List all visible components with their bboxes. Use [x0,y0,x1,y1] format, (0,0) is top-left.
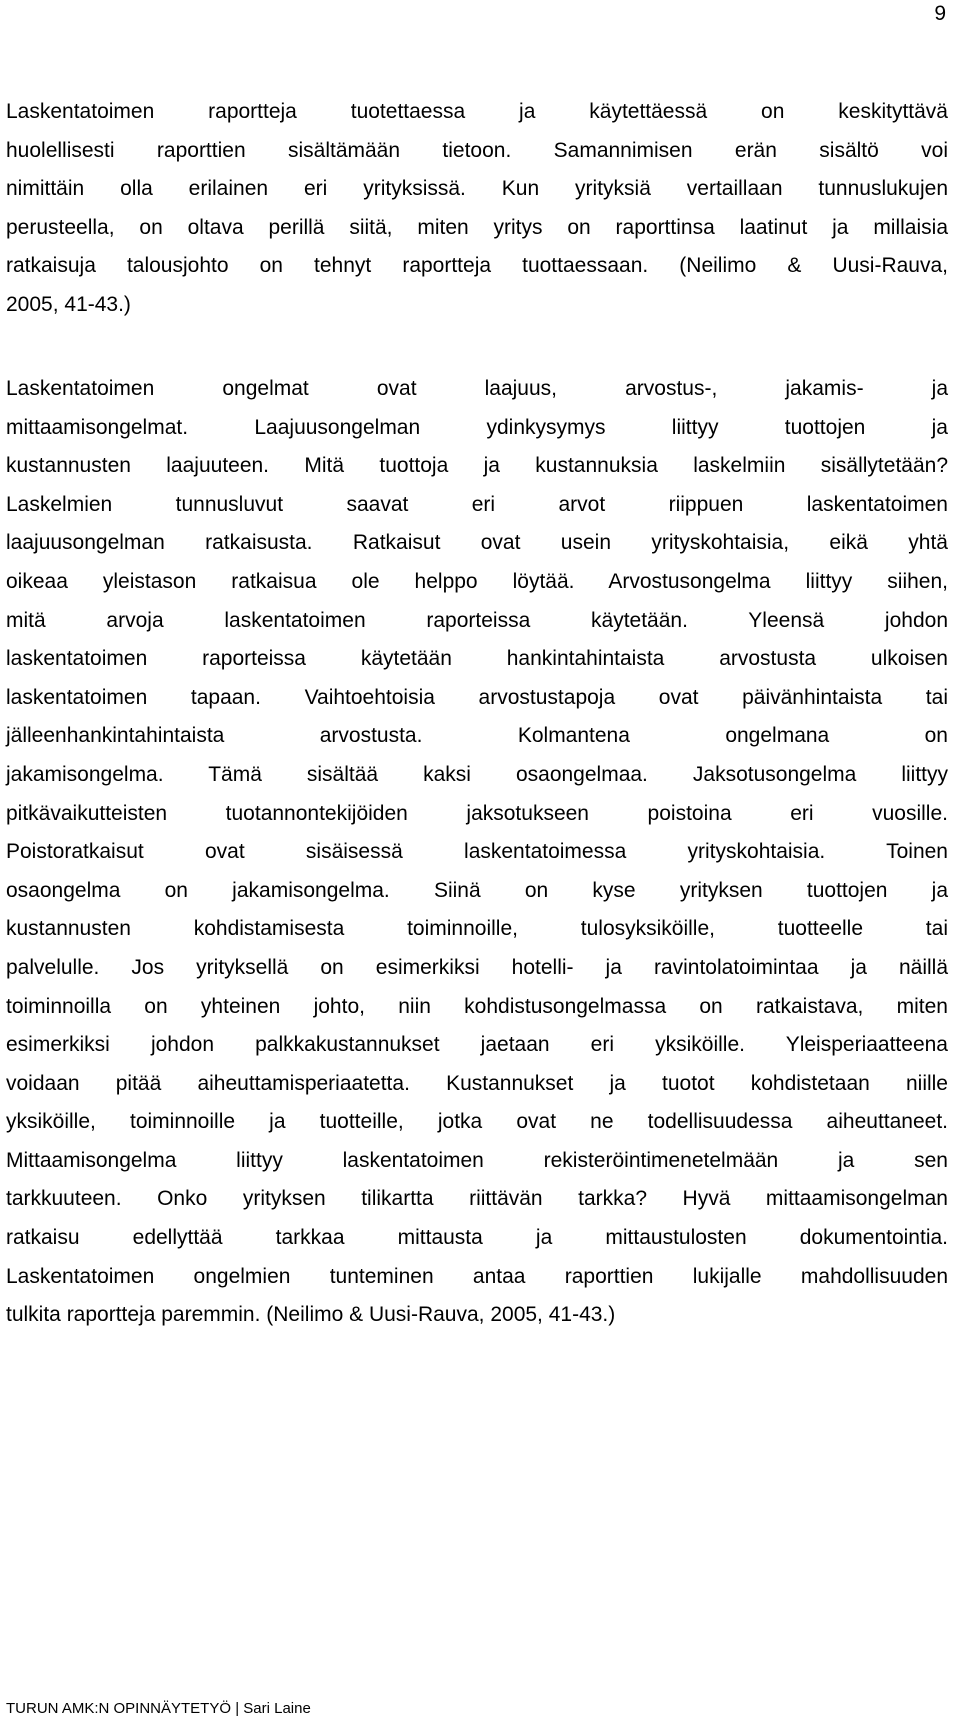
text-line: yksiköille, toiminnoille ja tuotteille, jotka ovat ne todellisuudessa aiheuttaneet. [6,1110,948,1134]
text-line: Laskentatoimen ongelmat ovat laajuus, arvostus-, jakamis- ja [6,377,948,400]
text-line: oikeaa yleistason ratkaisua ole helppo löytää. Arvostusongelma liittyy siihen, [6,569,948,593]
text-line: Laskentatoimen ongelmien tunteminen antaa raporttien lukijalle mahdollisuuden [6,1264,948,1288]
text-line: Laskentatoimen raportteja tuotettaessa ja käytettäessä on keskityttävä [6,100,948,123]
text-line: laskentatoimen raporteissa käytetään hankintahintaista arvostusta ulkoisen [6,647,948,671]
text-line: voidaan pitää aiheuttamisperiaatetta. Kustannukset ja tuotot kohdistetaan niille [6,1071,948,1095]
text-line: jälleenhankintahintaista arvostusta. Kolmantena ongelmana on [6,724,948,748]
text-line: tarkkuuteen. Onko yrityksen tilikartta riittävän tarkka? Hyvä mittaamisongelman [6,1187,948,1211]
page-number: 9 [934,2,946,25]
text-line: Laskelmien tunnusluvut saavat eri arvot riippuen laskentatoimen [6,492,948,516]
text-line: kustannusten laajuuteen. Mitä tuottoja ja kustannuksia laskelmiin sisällytetään? [6,454,948,478]
paragraph-1-text [6,93,948,325]
text-line: pitkävaikutteisten tuotannontekijöiden jaksotukseen poistoina eri vuosille. [6,801,948,825]
text-line: osaongelma on jakamisongelma. Siinä on kyse yrityksen tuottojen ja [6,878,948,902]
text-line: esimerkiksi johdon palkkakustannukset jaetaan eri yksiköille. Yleisperiaatteena [6,1033,948,1057]
text-line: Mittaamisongelma liittyy laskentatoimen rekisteröintimenetelmään ja sen [6,1148,948,1172]
text-line: toiminnoilla on yhteinen johto, niin kohdistusongelmassa on ratkaistava, miten [6,994,948,1018]
text-line: tulkita raportteja paremmin. (Neilimo & Uusi-Rauva, 2005, 41-43.) [6,1303,616,1327]
text-line: ratkaisuja talousjohto on tehnyt raportteja tuottaessaan. (Neilimo & Uusi-Rauva, [6,254,948,278]
paragraph-2-text [6,370,948,1335]
text-line: mittaamisongelmat. Laajuusongelman ydinkysymys liittyy tuottojen ja [6,415,948,439]
text-line: palvelulle. Jos yrityksellä on esimerkiksi hotelli- ja ravintolatoimintaa ja näillä [6,955,948,979]
text-line: 2005, 41-43.) [6,292,131,316]
paragraph-2 [6,370,948,1335]
text-line: laskentatoimen tapaan. Vaihtoehtoisia arvostustapoja ovat päivänhintaista tai [6,685,948,709]
page-footer: TURUN AMK:N OPINNÄYTETYÖ | Sari Laine [6,1700,311,1717]
text-line: huolellisesti raporttien sisältämään tietoon. Samannimisen erän sisältö voi [6,138,948,162]
text-line: mitä arvoja laskentatoimen raporteissa käytetään. Yleensä johdon [6,608,948,632]
text-line: ratkaisu edellyttää tarkkaa mittausta ja mittaustulosten dokumentointia. [6,1226,948,1250]
text-line: perusteella, on oltava perillä siitä, miten yritys on raporttinsa laatinut ja millaisia [6,215,948,239]
text-line: Poistoratkaisut ovat sisäisessä laskentatoimessa yrityskohtaisia. Toinen [6,840,948,864]
text-line: nimittäin olla erilainen eri yrityksissä. Kun yrityksiä vertaillaan tunnuslukujen [6,177,948,201]
text-line: laajuusongelman ratkaisusta. Ratkaisut ovat usein yrityskohtaisia, eikä yhtä [6,531,948,555]
paragraph-1 [6,93,948,325]
text-line: jakamisongelma. Tämä sisältää kaksi osaongelmaa. Jaksotusongelma liittyy [6,762,948,786]
text-line: kustannusten kohdistamisesta toiminnoille, tulosyksiköille, tuotteelle tai [6,917,948,941]
